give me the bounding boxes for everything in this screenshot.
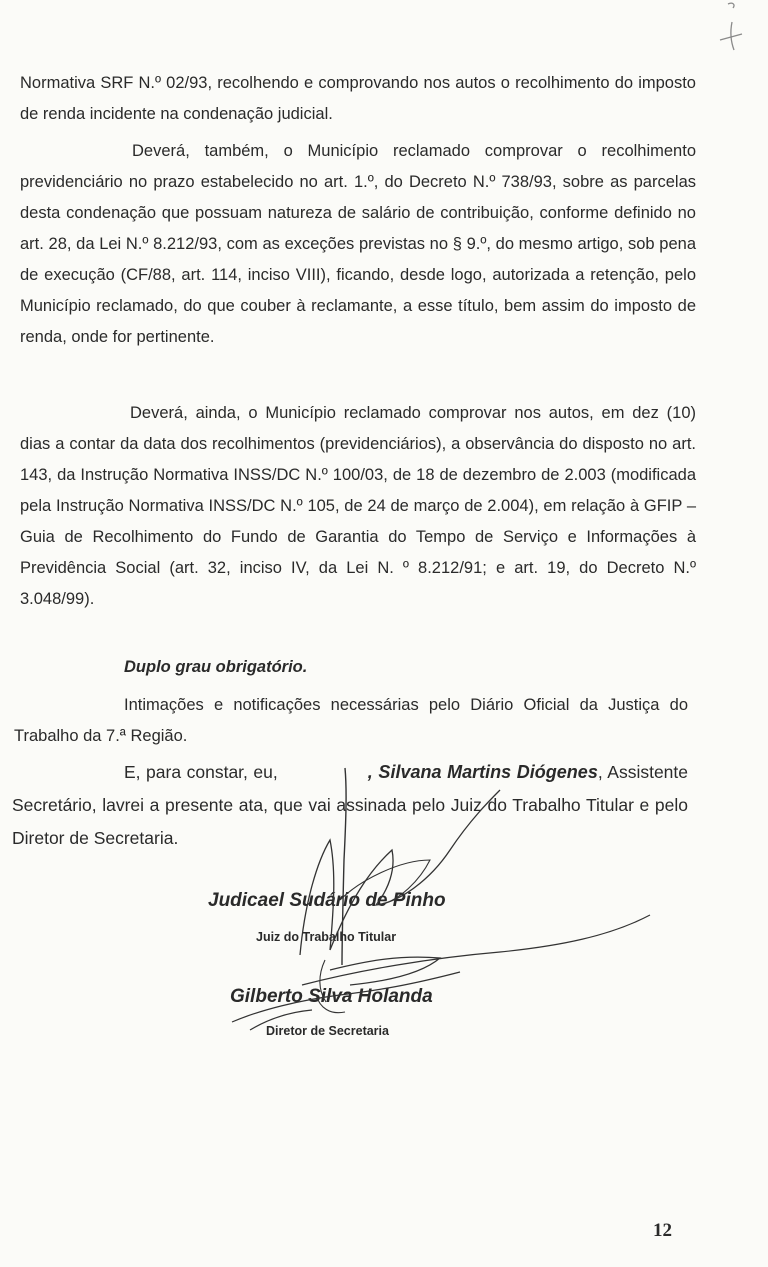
paragraph-gfip: Deverá, ainda, o Município reclamado comprovar nos autos, em dez (10) dias a contar da data dos recolhimentos (previdenciários), a observância do disposto no art. 143, da Instrução Normativa INSS/DC N.º 100/03, de 18 de dezembro de 2.003 (modificada pela Instrução Normativa INSS/DC N.º 105, de 24 de março de 2.004), em relação à GFIP – Guia de Recolhimento do Fundo de Garantia do Tempo de Serviço e Informações à Previdência Social (art. 32, inciso IV, da Lei N. º 8.212/91; e art. 19, do Decreto N.º 3.048/99). — [20, 404, 696, 608]
paragraph-double-jurisdiction: Duplo grau obrigatório. — [124, 658, 308, 676]
director-title: Diretor de Secretaria — [266, 1024, 389, 1038]
paragraph-notifications: Intimações e notificações necessárias pelo Diário Oficial da Justiça do Trabalho da 7.ª Região. — [14, 696, 688, 745]
clerk-statement-end: , Assistente Secretário, lavrei a presente ata, que vai assinada pelo Juiz do Trabalho Titular e pelo Diretor de Secretaria. — [12, 762, 688, 848]
clerk-name: , Silvana Martins Diógenes — [367, 762, 598, 782]
paragraph-tax-withholding: Normativa SRF N.º 02/93, recolhendo e comprovando nos autos o recolhimento do imposto de renda incidente na condenação judicial. — [20, 74, 696, 123]
judge-name: Judicael Sudário de Pinho — [208, 890, 446, 911]
clerk-statement-start: E, para constar, eu, — [124, 762, 278, 782]
handwritten-page-mark-icon — [706, 0, 746, 55]
paragraph-social-security: Deverá, também, o Município reclamado comprovar o recolhimento previdenciário no prazo estabelecido no art. 1.º, do Decreto N.º 738/93, sobre as parcelas desta condenação que possuam natureza de salário de contribuição, conforme definido no art. 28, da Lei N.º 8.212/93, com as exceções previstas no § 9.º, do mesmo artigo, sob pena de execução (CF/88, art. 114, inciso VIII), ficando, desde logo, autorizada a retenção, pelo Município reclamado, do que couber à reclamante, a esse título, bem assim do imposto de renda, onde for pertinente. — [20, 142, 696, 346]
judge-title: Juiz do Trabalho Titular — [256, 930, 397, 944]
page-number: 12 — [653, 1220, 672, 1241]
director-name: Gilberto Silva Holanda — [230, 986, 433, 1007]
paragraph-clerk-statement — [12, 756, 688, 855]
